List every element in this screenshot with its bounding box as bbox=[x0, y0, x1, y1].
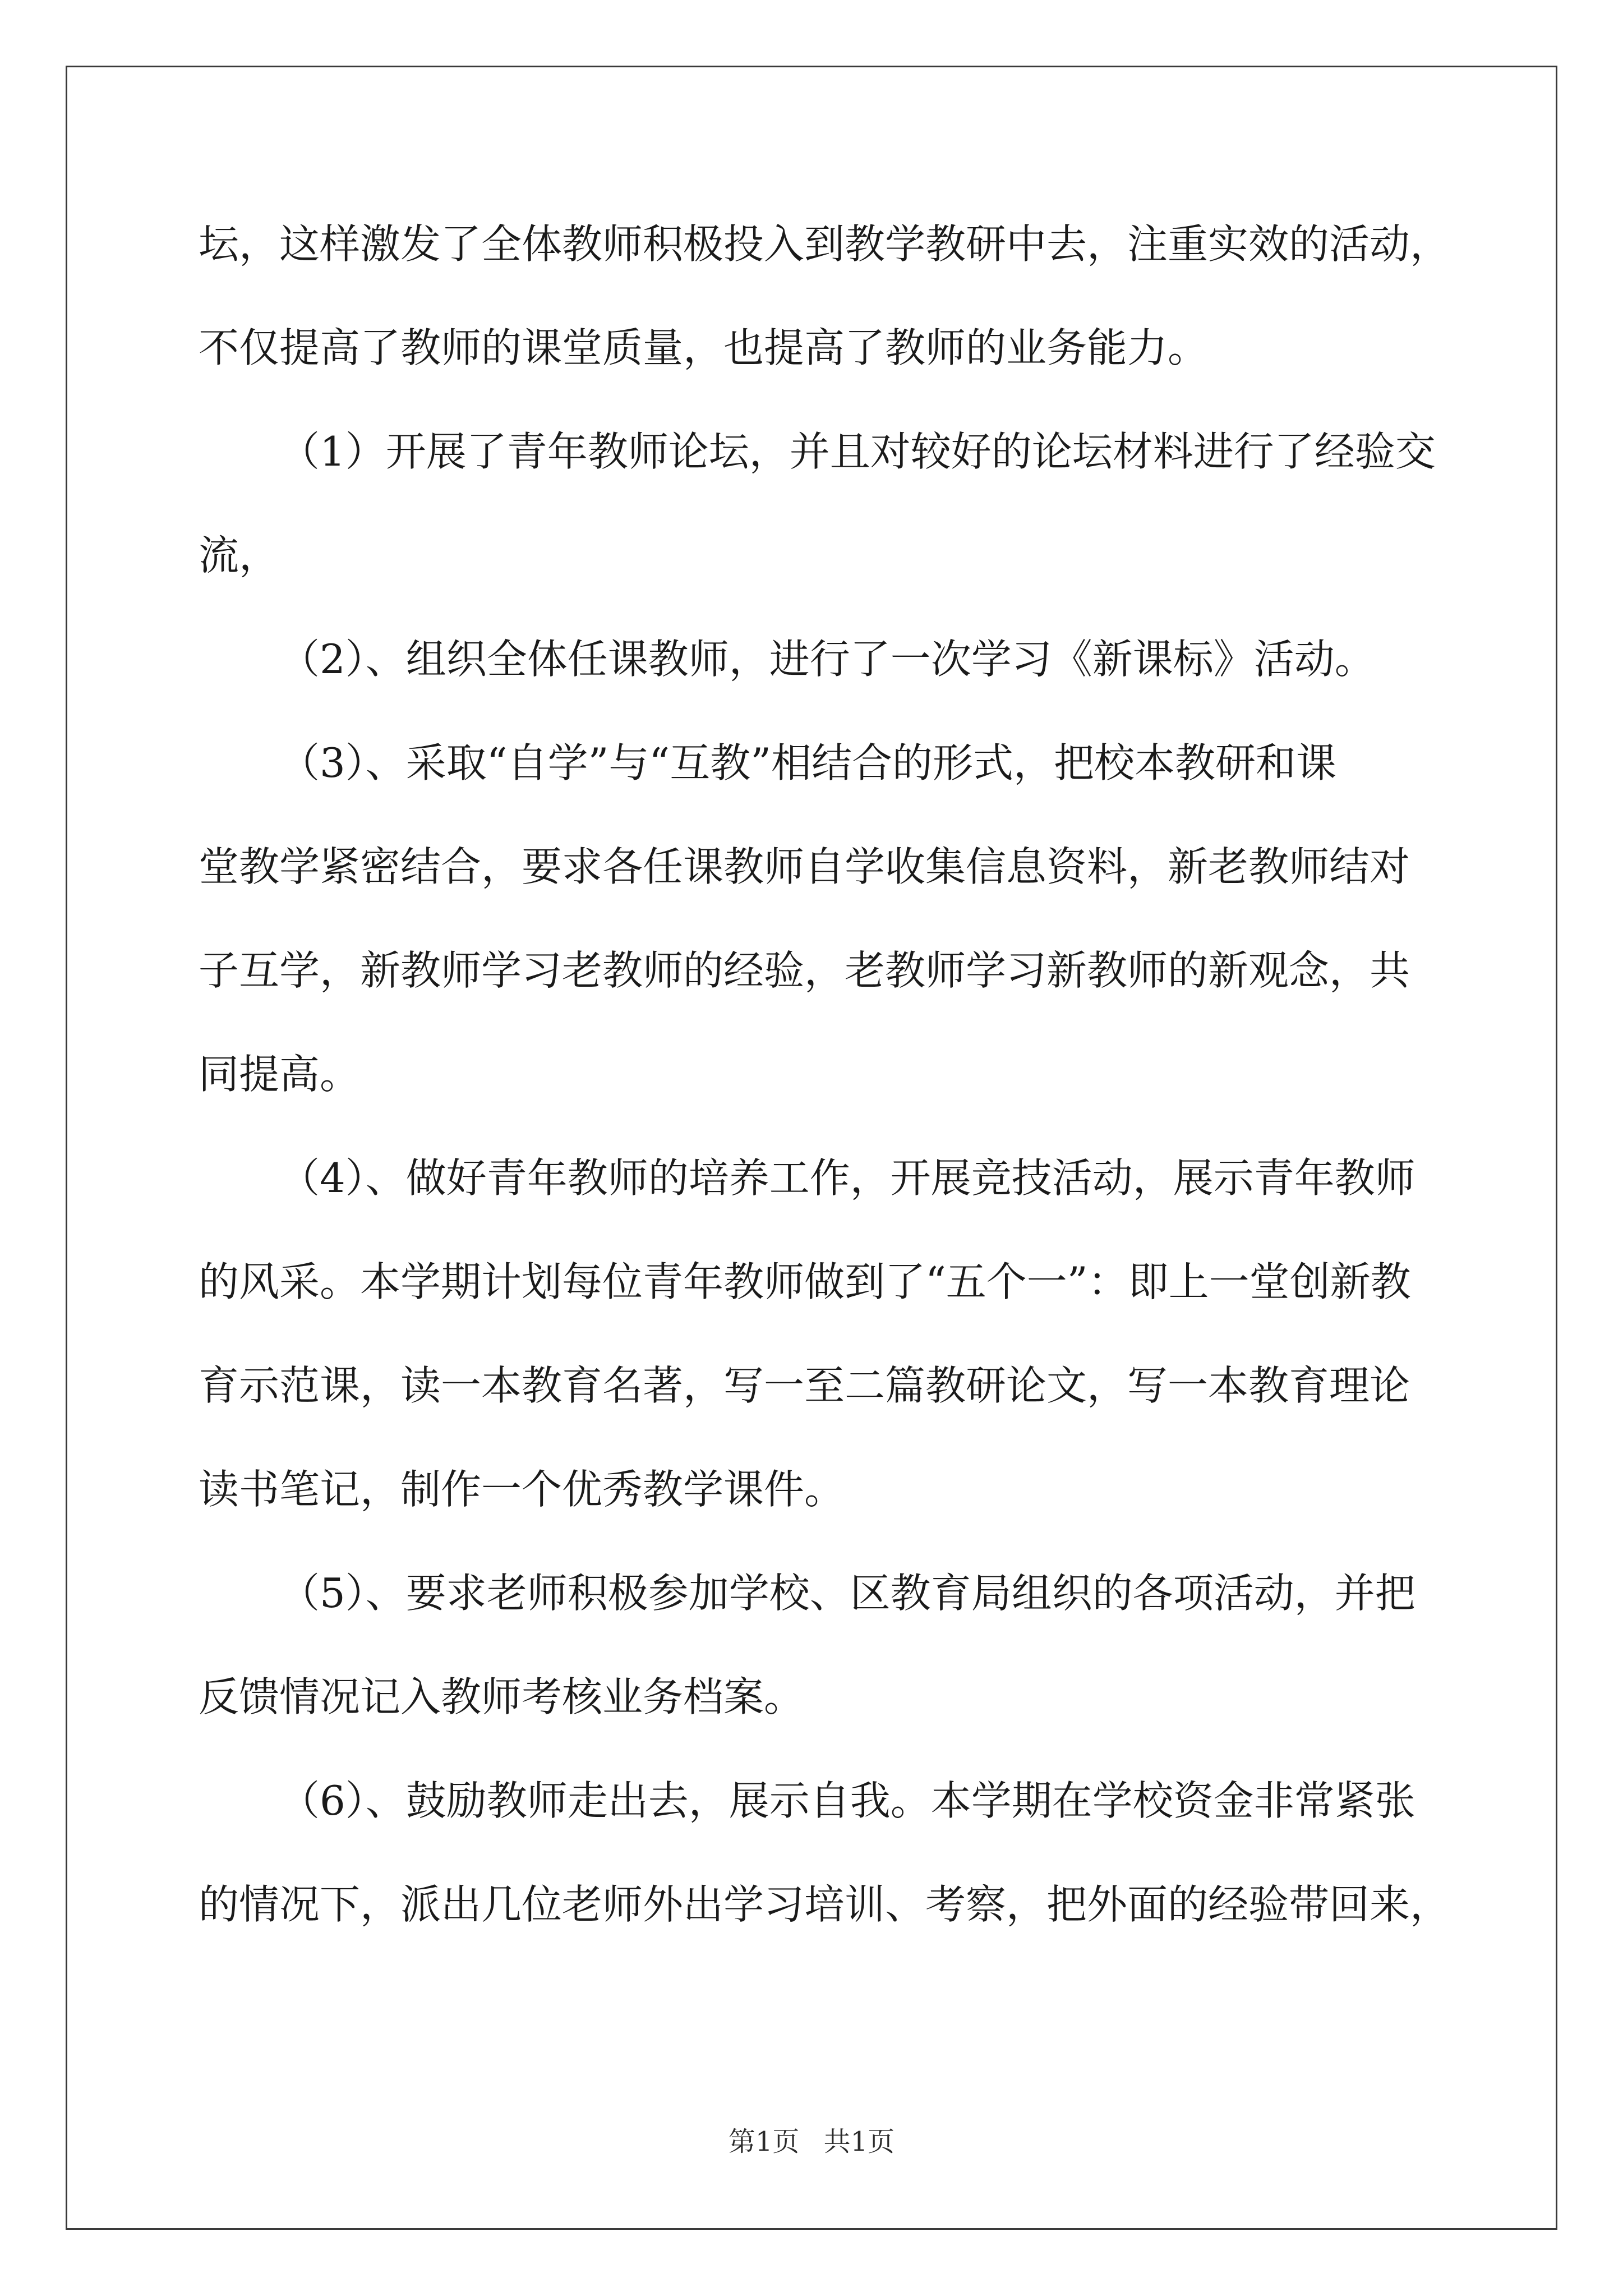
page-number: 第1页 bbox=[728, 2126, 800, 2157]
page-total: 共1页 bbox=[823, 2126, 895, 2157]
text-line: 不仅提高了教师的课堂质量，也提高了教师的业务能力。 bbox=[199, 324, 1209, 371]
text-line: 流， bbox=[199, 532, 280, 579]
text-line: 子互学，新教师学习老教师的经验，老教师学习新教师的新观念，共 bbox=[199, 947, 1410, 994]
text-line: （1）开展了青年教师论坛，并且对较好的论坛材料进行了经验交 bbox=[279, 428, 1436, 475]
document-body bbox=[199, 218, 1451, 1982]
text-line: 堂教学紧密结合，要求各任课教师自学收集信息资料，新老教师结对 bbox=[199, 843, 1410, 890]
text-line: （2）、组织全体任课教师，进行了一次学习《新课标》活动。 bbox=[279, 636, 1375, 683]
text-line: 反馈情况记入教师考核业务档案。 bbox=[199, 1673, 805, 1720]
text-line: 同提高。 bbox=[199, 1051, 361, 1098]
text-line: （3）、采取“自学”与“互教”相结合的形式，把校本教研和课 bbox=[279, 739, 1337, 786]
text-line: 的情况下，派出几位老师外出学习培训、考察，把外面的经验带回来， bbox=[199, 1881, 1451, 1928]
text-line: 坛，这样激发了全体教师积极投入到教学教研中去，注重实效的活动， bbox=[199, 220, 1451, 268]
text-line: （5）、要求老师积极参加学校、区教育局组织的各项活动，并把 bbox=[279, 1570, 1415, 1617]
text-line: 读书笔记，制作一个优秀教学课件。 bbox=[199, 1466, 845, 1513]
text-line: 的风采。本学期计划每位青年教师做到了“五个一”：即上一堂创新教 bbox=[199, 1258, 1411, 1305]
text-line: （4）、做好青年教师的培养工作，开展竞技活动，展示青年教师 bbox=[279, 1154, 1415, 1202]
page-footer bbox=[0, 2125, 1623, 2159]
text-line: 育示范课，读一本教育名著，写一至二篇教研论文，写一本教育理论 bbox=[199, 1362, 1410, 1409]
text-line: （6）、鼓励教师走出去，展示自我。本学期在学校资金非常紧张 bbox=[279, 1777, 1415, 1824]
